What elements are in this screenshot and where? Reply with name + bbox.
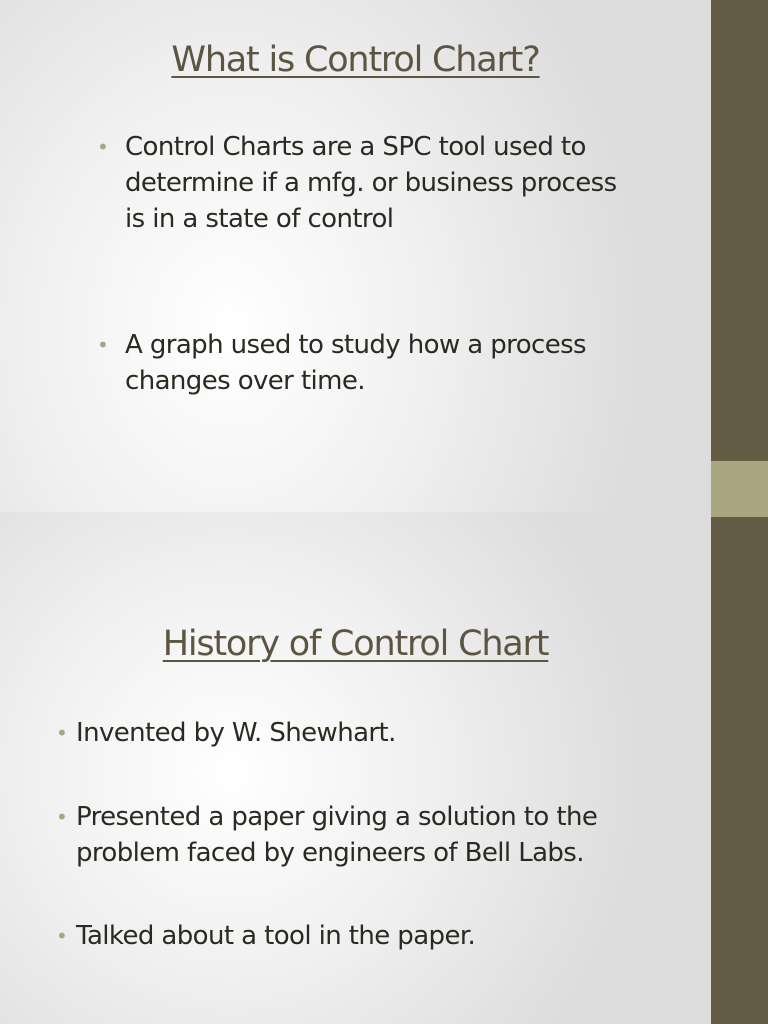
bullet-item: • Talked about a tool in the paper.	[76, 918, 676, 954]
bullet-item: • A graph used to study how a process changes over time.	[125, 327, 625, 399]
bullet-item: • Invented by W. Shewhart.	[76, 715, 676, 751]
bullet-item: • Presented a paper giving a solution to the problem faced by engineers of Bell Labs.	[76, 799, 676, 871]
bullet-icon: •	[56, 924, 68, 948]
slide-2-title: History of Control Chart	[162, 624, 549, 664]
slide-1-title: What is Control Chart?	[171, 40, 540, 80]
bullet-item: • Control Charts are a SPC tool used to determine if a mfg. or business process is in a state of control	[125, 129, 625, 237]
slide-1-bullets	[97, 129, 625, 399]
sidebar-accent	[711, 461, 768, 517]
bullet-icon: •	[97, 135, 109, 159]
slide-2-bullets	[56, 715, 676, 954]
bullet-icon: •	[97, 333, 109, 357]
bullet-icon: •	[56, 805, 68, 829]
bullet-icon: •	[56, 721, 68, 745]
